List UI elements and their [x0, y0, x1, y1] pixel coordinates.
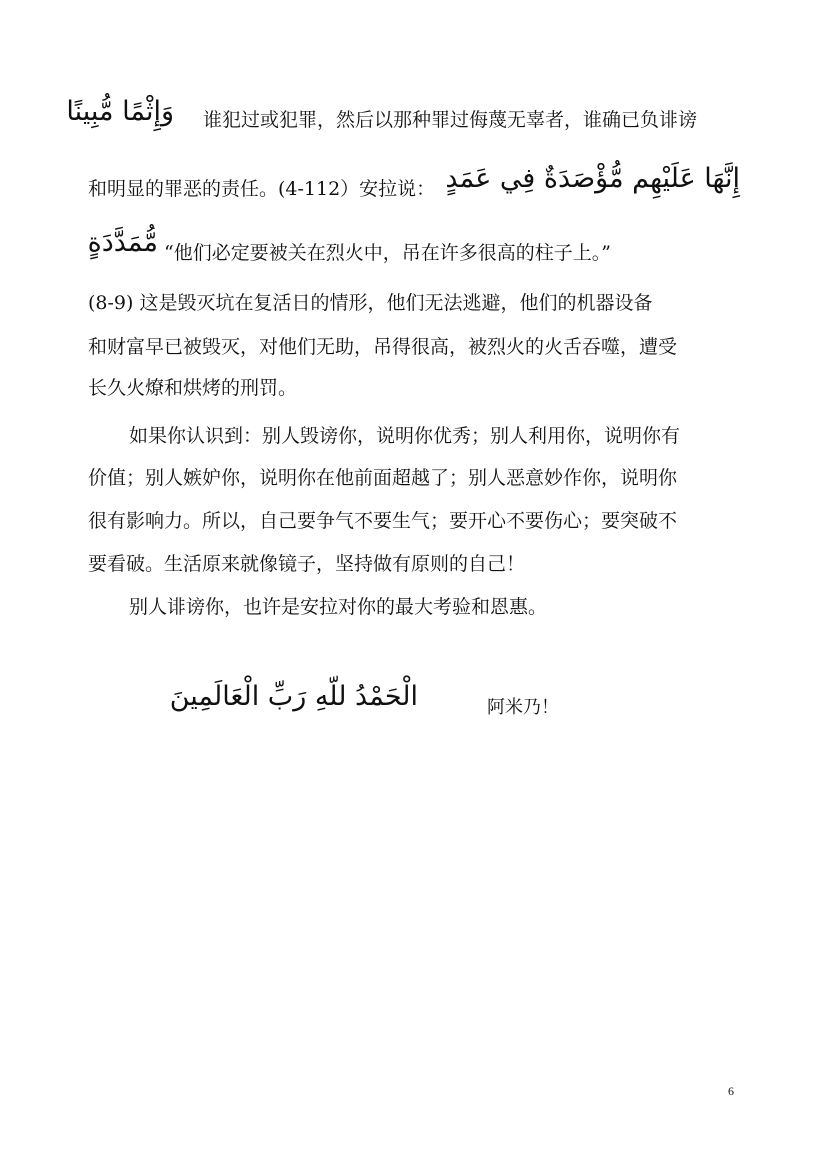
paragraph-1-line-3: 长久火燎和烘烤的刑罚。	[88, 377, 298, 399]
paragraph-1-line-1: (8-9) 这是毁灭坑在复活日的情形，他们无法逃避，他们的机器设备	[88, 292, 653, 314]
line-1-text: 谁犯过或犯罪，然后以那种罪过侮蔑无辜者，谁确已负诽谤	[203, 109, 698, 131]
arabic-verse-fragment: وَإِثْمًا مُّبِينًا	[66, 96, 174, 127]
paragraph-1-line-2: 和财富早已被毁灭，对他们无助，吊得很高，被烈火的火舌吞噬，遭受	[88, 336, 678, 358]
paragraph-2-line-4: 要看破。生活原来就像镜子，坚持做有原则的自己！	[88, 553, 526, 575]
arabic-verse-end: مُّمَدَّدَةٍ	[87, 227, 158, 258]
line-2-text: 和明显的罪恶的责任。(4-112）安拉说：	[88, 178, 436, 200]
paragraph-2-line-2: 价值；别人嫉妒你，说明你在他前面超越了；别人恶意妙作你，说明你	[88, 467, 678, 489]
amen-text: 阿米乃！	[487, 697, 559, 718]
arabic-praise: الْحَمْدُ للّهِ رَبِّ الْعَالَمِينَ	[169, 681, 418, 712]
paragraph-2-line-1: 如果你认识到：别人毁谤你，说明你优秀；别人利用你，说明你有	[129, 425, 681, 447]
page-number: 6	[728, 1084, 734, 1098]
paragraph-3: 别人诽谤你，也许是安拉对你的最大考验和恩惠。	[129, 596, 548, 618]
paragraph-2-line-3: 很有影响力。所以，自己要争气不要生气；要开心不要伤心；要突破不	[88, 510, 678, 532]
arabic-verse: إِنَّهَا عَلَيْهِم مُّؤْصَدَةٌ فِي عَمَدٍ	[445, 163, 740, 194]
translation-quote: “他们必定要被关在烈火中，吊在许多很高的柱子上。”	[164, 242, 611, 264]
